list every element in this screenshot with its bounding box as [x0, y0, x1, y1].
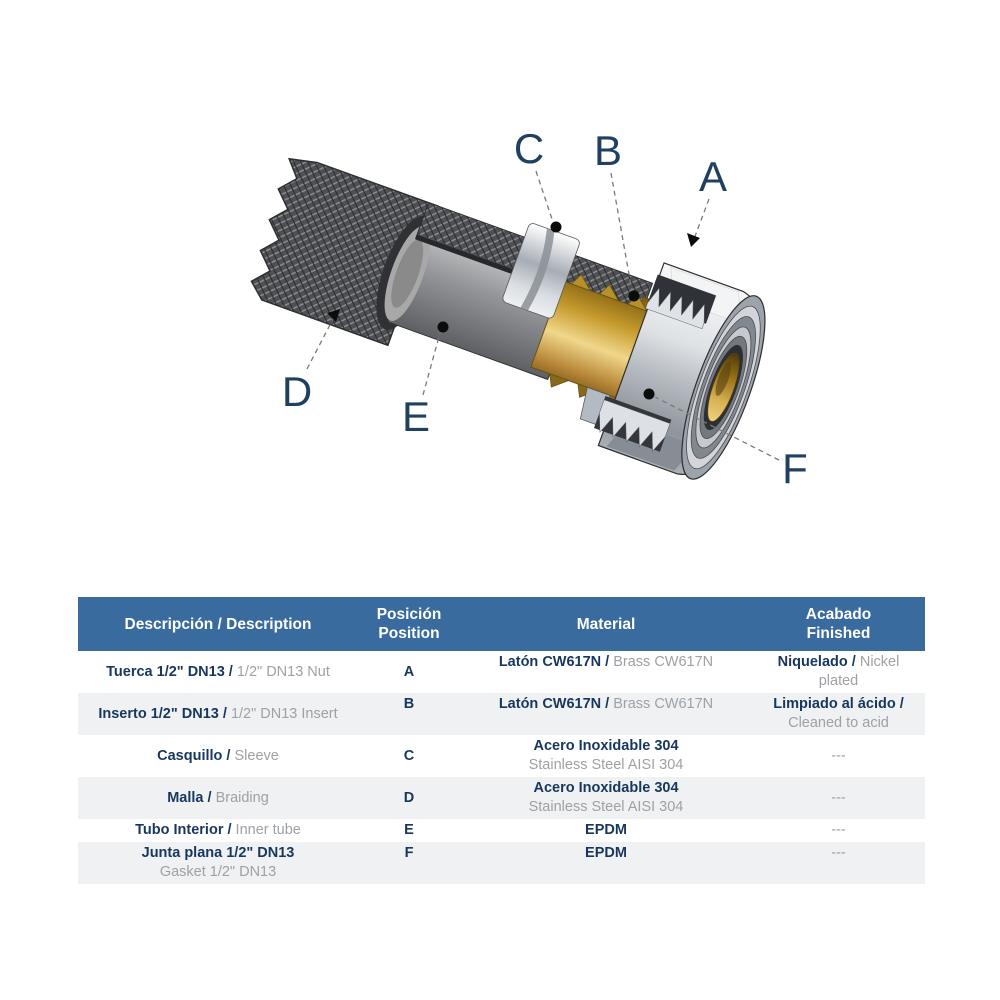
cell-mat-b — [460, 693, 752, 735]
mat-es: Acero Inoxidable 304 — [533, 738, 679, 754]
mat-en: Brass CW617N — [613, 696, 714, 712]
dot-b — [629, 291, 640, 302]
cell-pos-c — [358, 735, 460, 777]
fin-dashes: --- — [831, 789, 846, 806]
header-position — [358, 597, 460, 651]
diagram-label-c: C — [513, 125, 545, 172]
desc-en: Inner tube — [235, 822, 301, 838]
dot-e — [438, 322, 449, 333]
mat-en: Brass CW617N — [613, 654, 714, 670]
mat-es: Acero Inoxidable 304 — [533, 780, 679, 796]
leader-a — [694, 199, 709, 239]
fin-dashes: --- — [831, 845, 846, 861]
cell-mat-f — [460, 842, 752, 884]
mat-es: Latón CW617N / — [498, 654, 610, 670]
position-letter: A — [403, 663, 415, 680]
fin-en: Cleaned to acid — [788, 715, 889, 731]
arrow-a — [687, 233, 700, 247]
table-row-a — [78, 651, 925, 693]
desc-en: Sleeve — [234, 747, 279, 764]
cell-mat-d — [460, 777, 752, 819]
position-letter: D — [403, 789, 415, 806]
header-material: Material — [460, 597, 752, 651]
table-row-c — [78, 735, 925, 777]
cell-mat-e — [460, 819, 752, 842]
desc-en: Gasket 1/2" DN13 — [159, 864, 277, 880]
cell-mat-c — [460, 735, 752, 777]
desc-es: Malla / — [167, 789, 212, 806]
cell-desc-d — [78, 777, 358, 819]
fin-es: Niquelado / — [777, 654, 856, 670]
fin-es: Limpiado al ácido / — [773, 696, 904, 712]
mat-en: Stainless Steel AISI 304 — [528, 757, 684, 773]
cell-desc-c — [78, 735, 358, 777]
desc-es: Casquillo / — [157, 747, 231, 764]
header-position-es: Posición — [376, 606, 442, 623]
diagram-label-e: E — [401, 393, 431, 440]
table-header-row — [78, 597, 925, 651]
desc-es: Tuerca 1/2" DN13 / — [106, 663, 233, 680]
cell-desc-f — [78, 842, 358, 884]
desc-es: Tubo Interior / — [135, 822, 232, 838]
fin-dashes: --- — [831, 822, 846, 838]
cell-fin-b — [752, 693, 925, 735]
cell-pos-d — [358, 777, 460, 819]
desc-es: Inserto 1/2" DN13 / — [98, 705, 227, 722]
cell-fin-f — [752, 842, 925, 884]
diagram-label-d: D — [281, 368, 313, 415]
diagram-label-b: B — [593, 127, 623, 174]
cell-desc-e — [78, 819, 358, 842]
header-finish — [752, 597, 925, 651]
table-row-f — [78, 842, 925, 884]
header-finish-en: Finished — [806, 625, 871, 642]
fin-en: Nickel plated — [818, 654, 900, 689]
position-letter: C — [403, 747, 415, 764]
dot-f — [644, 389, 655, 400]
desc-en: 1/2" DN13 Insert — [230, 705, 338, 722]
leader-d — [307, 317, 334, 369]
table-row-b — [78, 693, 925, 735]
spec-table — [78, 597, 925, 884]
desc-en: Braiding — [215, 789, 269, 806]
cell-pos-b — [358, 693, 460, 735]
cell-desc-b — [78, 693, 358, 735]
fin-dashes: --- — [831, 747, 846, 764]
position-letter: B — [403, 696, 415, 712]
table-row-e — [78, 819, 925, 842]
dot-c — [551, 222, 562, 233]
position-letter: E — [404, 822, 414, 838]
cell-fin-e — [752, 819, 925, 842]
header-description: Descripción / Description — [78, 597, 358, 651]
mat-en: Stainless Steel AISI 304 — [528, 799, 684, 815]
cell-mat-a — [460, 651, 752, 693]
table-row-d — [78, 777, 925, 819]
cell-fin-c — [752, 735, 925, 777]
mat-es: EPDM — [585, 845, 627, 861]
cell-desc-a — [78, 651, 358, 693]
leader-e — [423, 333, 440, 395]
leader-c — [536, 171, 553, 222]
diagram-label-a: A — [698, 153, 728, 200]
desc-es: Junta plana 1/2" DN13 — [141, 845, 295, 861]
mat-es: EPDM — [585, 822, 627, 838]
header-position-en: Position — [378, 625, 440, 642]
header-finish-es: Acabado — [805, 606, 872, 623]
cell-pos-e — [358, 819, 460, 842]
cell-pos-a — [358, 651, 460, 693]
cell-pos-f — [358, 842, 460, 884]
cell-fin-d — [752, 777, 925, 819]
diagram-label-f: F — [782, 445, 808, 492]
desc-en: 1/2" DN13 Nut — [236, 663, 330, 680]
cell-fin-a — [752, 651, 925, 693]
mat-es: Latón CW617N / — [498, 696, 610, 712]
position-letter: F — [404, 845, 414, 861]
